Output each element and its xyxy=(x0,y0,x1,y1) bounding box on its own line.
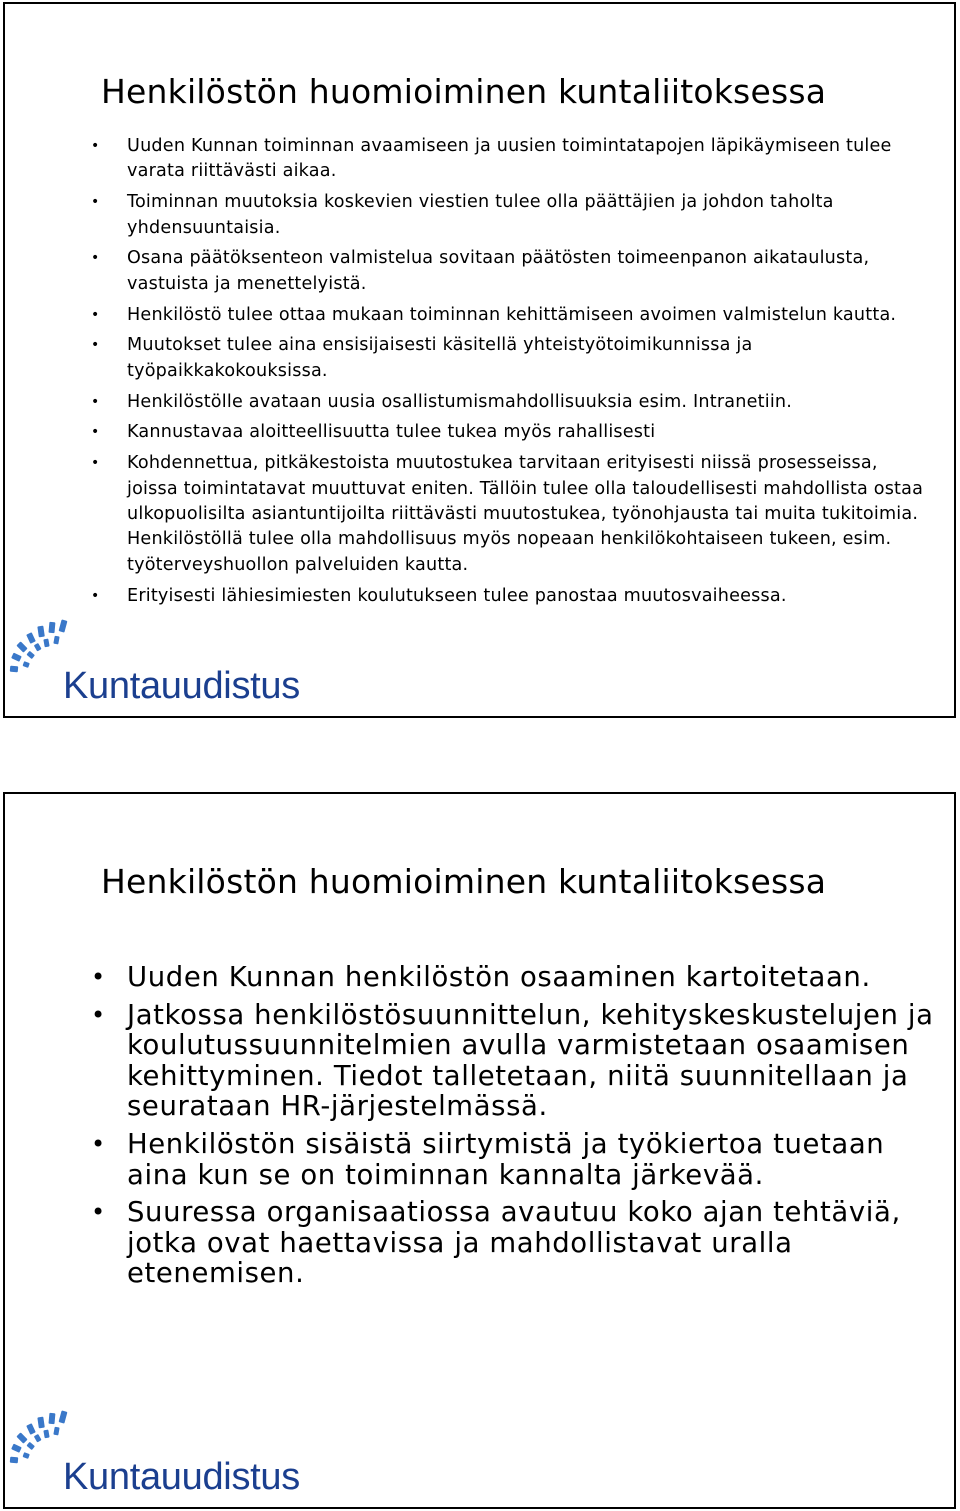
list-item xyxy=(5,134,954,185)
bullet-icon: • xyxy=(91,138,100,154)
list-item xyxy=(5,1129,954,1190)
bullet-text: Uuden Kunnan toiminnan avaamiseen ja uusien toimintatapojen läpikäymiseen tulee varata riittävästi aikaa. xyxy=(127,136,892,182)
bullet-text: Erityisesti lähiesimiesten koulutukseen tulee panostaa muutosvaiheessa. xyxy=(127,585,787,606)
bullet-icon: • xyxy=(91,337,100,354)
list-item xyxy=(5,303,954,328)
bullet-text: Kohdennettua, pitkäkestoista muutostukea tarvitaan erityisesti niissä prosesseissa, joissa toimintatavat muuttuvat eniten. Tällöin tulee olla taloudellisesti mahdollista ostaa ulkopuolisilta asiantuntijoilta riittävästi muutostukea, työnohjausta tai muita tukitoimia. Henkilöstöllä tulee olla mahdollisuus myös nopeaan henkilökohtaiseen tukeen, esim. työterveyshuollon palveluiden kautta. xyxy=(127,453,924,575)
bullet-icon: • xyxy=(91,393,100,410)
bullet-list xyxy=(5,962,954,1296)
bullet-icon: • xyxy=(91,1198,106,1227)
brand-name: Kuntauudistus xyxy=(63,665,300,707)
bullet-text: Henkilöstö tulee ottaa mukaan toiminnan kehittämiseen avoimen valmistelun kautta. xyxy=(127,304,897,325)
list-item xyxy=(5,246,954,297)
list-item xyxy=(5,962,954,993)
slide-1 xyxy=(3,2,956,718)
bullet-text: Kannustavaa aloitteellisuutta tulee tukea myös rahallisesti xyxy=(127,422,656,443)
bullet-icon: • xyxy=(91,194,100,211)
bullet-text: Toiminnan muutoksia koskevien viestien tulee olla päättäjien ja johdon taholta yhdensuuntaisia. xyxy=(127,192,834,238)
bullet-icon: • xyxy=(91,250,100,267)
bullet-text: Jatkossa henkilöstösuunnittelun, kehityskeskustelujen ja koulutussuunnitelmien avulla varmistetaan osaamisen kehittyminen. Tiedot talletetaan, niitä suunnitellaan ja seurataan HR-järjestelmässä. xyxy=(127,998,934,1123)
bullet-text: Henkilöstölle avataan uusia osallistumismahdollisuuksia esim. Intranetiin. xyxy=(127,391,793,412)
bullet-text: Uuden Kunnan henkilöstön osaaminen kartoitetaan. xyxy=(127,961,871,993)
list-item xyxy=(5,190,954,241)
bullet-icon: • xyxy=(91,963,106,991)
list-item xyxy=(5,420,954,445)
bullet-icon: • xyxy=(91,587,100,604)
bullet-icon: • xyxy=(91,455,100,472)
bullet-text: Suuressa organisaatiossa avautuu koko ajan tehtäviä, jotka ovat haettavissa ja mahdollistavat uralla etenemisen. xyxy=(127,1196,901,1290)
list-item xyxy=(5,1000,954,1122)
bullet-icon: • xyxy=(91,424,100,441)
bullet-icon: • xyxy=(91,306,100,323)
bullet-icon: • xyxy=(91,1000,106,1029)
slide-title: Henkilöstön huomioiminen kuntaliitoksessa xyxy=(101,862,827,901)
kuntauudistus-logo xyxy=(5,618,305,710)
slide-2 xyxy=(3,792,956,1509)
kuntauudistus-logo xyxy=(5,1409,305,1501)
bullet-icon: • xyxy=(91,1129,106,1158)
brand-name: Kuntauudistus xyxy=(63,1456,300,1498)
list-item xyxy=(5,584,954,609)
bullet-list xyxy=(5,134,954,614)
bullet-text: Henkilöstön sisäistä siirtymistä ja työkiertoa tuetaan aina kun se on toiminnan kannalta järkevää. xyxy=(127,1127,885,1191)
list-item xyxy=(5,333,954,384)
list-item xyxy=(5,390,954,415)
bullet-text: Muutokset tulee aina ensisijaisesti käsitellä yhteistyötoimikunnissa ja työpaikkakokouksissa. xyxy=(127,335,753,381)
list-item xyxy=(5,1197,954,1289)
list-item xyxy=(5,451,954,578)
bullet-text: Osana päätöksenteon valmistelua sovitaan päätösten toimeenpanon aikataulusta, vastuista ja menettelyistä. xyxy=(127,248,870,294)
slide-title: Henkilöstön huomioiminen kuntaliitoksessa xyxy=(101,72,827,111)
